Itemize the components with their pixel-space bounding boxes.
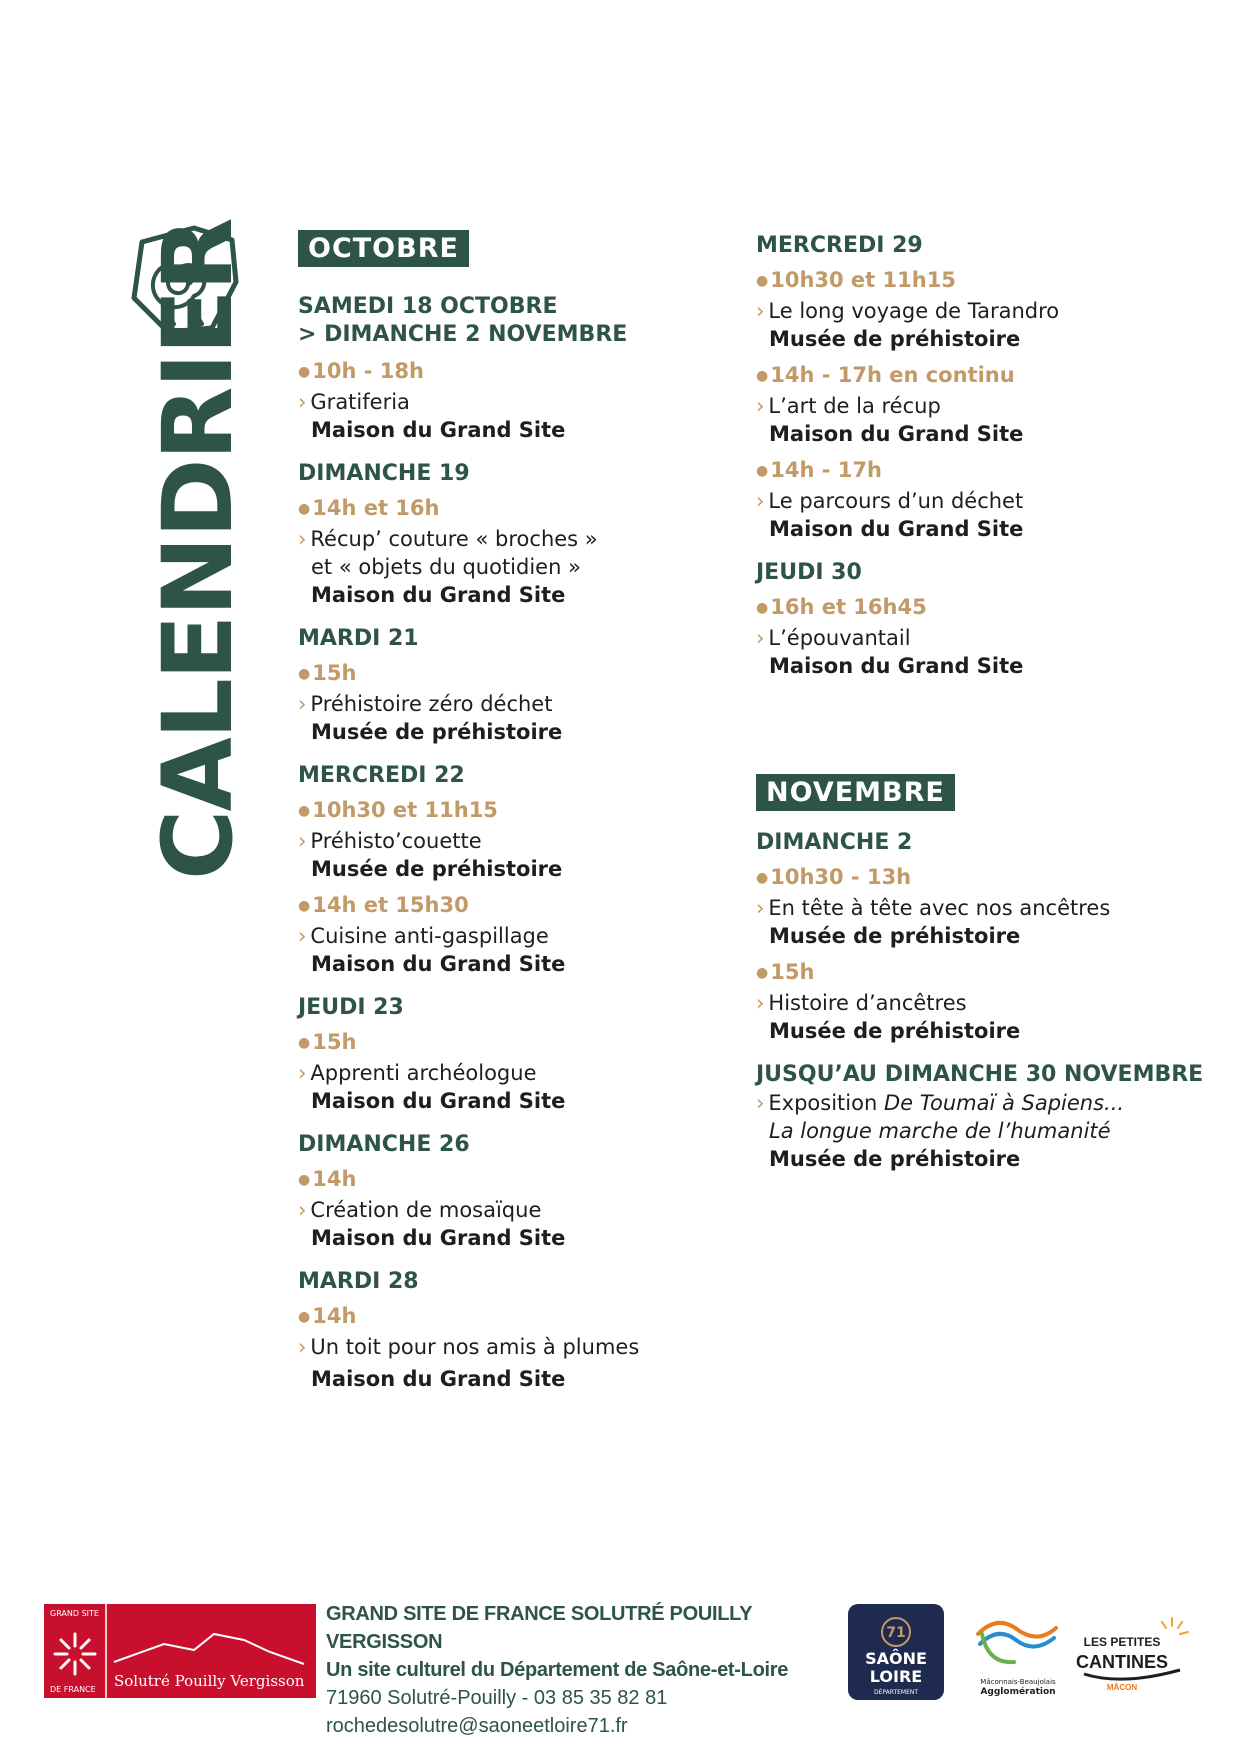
day-heading: MERCREDI 29 [756,233,923,258]
chevron-right-icon: › [298,924,307,948]
bullet-icon: ● [298,364,311,380]
event-place: Maison du Grand Site [311,418,566,442]
day-block [756,559,1206,680]
event-time: 14h [312,1304,357,1328]
day-heading: > DIMANCHE 2 NOVEMBRE [298,322,628,347]
event-time: 10h30 - 13h [770,865,912,889]
day-heading: DIMANCHE 26 [298,1132,470,1157]
day-heading: MERCREDI 22 [298,763,465,788]
event-title: Le long voyage de Tarandro [768,299,1060,323]
day-block [756,232,1206,543]
event-title: Gratiferia [310,390,410,414]
footer-email[interactable]: rochedesolutre@saoneetloire71.fr [326,1715,628,1737]
footer-contact [326,1600,826,1740]
day-heading: DIMANCHE 2 [756,830,913,855]
sl-logo-line2: LOIRE [869,1667,923,1686]
november-column [756,774,1206,1173]
chevron-right-icon: › [756,394,765,418]
event-place: Maison du Grand Site [311,1367,566,1391]
bullet-icon: ● [298,666,311,682]
event-time: 15h [770,960,815,984]
event-place: Musée de préhistoire [769,327,1021,351]
event-title: Histoire d’ancêtres [768,991,967,1015]
event [756,456,1206,543]
bullet-icon: ● [756,273,769,289]
event-place: Maison du Grand Site [311,1089,566,1113]
maconnais-beaujolais-logo [968,1604,1068,1700]
day-heading: MARDI 21 [298,626,419,651]
event-place: Musée de préhistoire [769,1019,1021,1043]
les-petites-cantines-logo [1076,1612,1196,1698]
event [298,891,718,978]
event-title: Un toit pour nos amis à plumes [310,1335,640,1359]
event-time: 14h - 17h [770,458,882,482]
chevron-right-icon: › [298,1198,307,1222]
sl-logo-line1: SAÔNE [865,1649,927,1668]
event-time: 10h - 18h [312,359,424,383]
day-block [298,762,718,978]
event-place: Musée de préhistoire [769,1147,1021,1171]
day-block [298,1268,718,1393]
event-title: Le parcours d’un déchet [768,489,1024,513]
exhibition-prefix: Exposition [768,1091,884,1115]
event-title: Cuisine anti-gaspillage [310,924,549,948]
chevron-right-icon: › [298,829,307,853]
chevron-right-icon: › [756,896,765,920]
day-block [298,460,718,609]
event [756,863,1206,950]
day-block [298,994,718,1115]
event-place: Maison du Grand Site [311,952,566,976]
bullet-icon: ● [756,600,769,616]
month-badge-november: NOVEMBRE [756,774,955,811]
month-badge-october: OCTOBRE [298,230,469,267]
event-place: Maison du Grand Site [311,1226,566,1250]
event-time: 15h [312,661,357,685]
cantines-logo-line1: LES PETITES [1083,1635,1161,1649]
event [756,593,1206,680]
cantines-logo-line2: CANTINES [1076,1652,1169,1672]
grand-site-de-france-logo [44,1604,316,1698]
event [298,357,718,444]
bullet-icon: ● [298,898,311,914]
event [298,494,718,609]
event-time: 14h et 16h [312,496,440,520]
bullet-icon: ● [756,965,769,981]
event-title: Apprenti archéologue [310,1061,537,1085]
chevron-right-icon: › [756,991,765,1015]
event-title: Préhisto’couette [310,829,482,853]
event-place: Musée de préhistoire [311,720,563,744]
event-time: 16h et 16h45 [770,595,927,619]
chevron-right-icon: › [298,1335,307,1359]
event-place: Maison du Grand Site [769,654,1024,678]
chevron-right-icon: › [756,626,765,650]
gs-logo-name: Solutré Pouilly Vergisson [114,1672,305,1690]
calendar-vertical-title: CALENDRIER [142,219,254,880]
day-heading: MARDI 28 [298,1269,419,1294]
bullet-icon: ● [298,803,311,819]
day-block [298,1131,718,1252]
chevron-right-icon: › [298,692,307,716]
bullet-icon: ● [298,1309,311,1325]
bullet-icon: ● [298,1035,311,1051]
sl-logo-line3: DÉPARTEMENT [873,1689,919,1696]
day-heading: JEUDI 23 [298,995,404,1020]
bullet-icon: ● [298,501,311,517]
event [756,958,1206,1045]
chevron-right-icon: › [298,1061,307,1085]
event-title-continued: et « objets du quotidien » [311,555,581,579]
event [298,1302,718,1393]
footer-site-name: GRAND SITE DE FRANCE SOLUTRÉ POUILLY VERGISSON [326,1603,752,1653]
event-time: 15h [312,1030,357,1054]
day-heading: SAMEDI 18 OCTOBRE [298,294,558,319]
event [756,361,1206,448]
sl-logo-number: 71 [886,1625,906,1641]
mba-logo-line2: Agglomération [980,1687,1056,1697]
cantines-logo-line3: MÂCON [1106,1683,1138,1692]
mba-logo-line1: Mâconnais-Beaujolais [980,1678,1056,1686]
event [298,1028,718,1115]
day-block [756,829,1206,1045]
bullet-icon: ● [756,870,769,886]
exhibition-subtitle: La longue marche de l’humanité [769,1119,1111,1143]
exhibition-heading: JUSQU’AU DIMANCHE 30 NOVEMBRE [756,1062,1204,1087]
event-place: Maison du Grand Site [311,583,566,607]
october-column [298,230,718,1393]
saone-et-loire-logo [848,1604,944,1700]
chevron-right-icon: › [756,489,765,513]
october-column-continued [756,232,1206,680]
chevron-right-icon: › [756,1091,765,1115]
event-time: 14h [312,1167,357,1191]
footer-address: 71960 Solutré-Pouilly - 03 85 35 82 81 [326,1687,668,1709]
day-block [298,293,718,444]
event-time: 14h et 15h30 [312,893,469,917]
chevron-right-icon: › [756,299,765,323]
footer-tagline: Un site culturel du Département de Saône-et-Loire [326,1659,789,1681]
event-title: En tête à tête avec nos ancêtres [768,896,1111,920]
gs-logo-bottom-text: DE FRANCE [50,1685,96,1694]
day-block [298,625,718,746]
event [298,796,718,883]
event-time: 14h - 17h en continu [770,363,1015,387]
event [756,266,1206,353]
bullet-icon: ● [298,1172,311,1188]
bullet-icon: ● [756,463,769,479]
event [298,659,718,746]
event-title: Création de mosaïque [310,1198,542,1222]
event-title: L’épouvantail [768,626,911,650]
exhibition-block [756,1061,1206,1173]
event-place: Musée de préhistoire [769,924,1021,948]
bullet-icon: ● [756,368,769,384]
event [298,1165,718,1252]
event-place: Musée de préhistoire [311,857,563,881]
event-title: Récup’ couture « broches » [310,527,598,551]
chevron-right-icon: › [298,390,307,414]
chevron-right-icon: › [298,527,307,551]
gs-logo-top-text: GRAND SITE [50,1609,99,1618]
event-place: Maison du Grand Site [769,517,1024,541]
event-title: Préhistoire zéro déchet [310,692,553,716]
day-heading: JEUDI 30 [756,560,862,585]
event-title: L’art de la récup [768,394,941,418]
day-heading: DIMANCHE 19 [298,461,470,486]
event-place: Maison du Grand Site [769,422,1024,446]
exhibition-title: De Toumaï à Sapiens... [883,1091,1125,1115]
event-time: 10h30 et 11h15 [770,268,956,292]
event-time: 10h30 et 11h15 [312,798,498,822]
